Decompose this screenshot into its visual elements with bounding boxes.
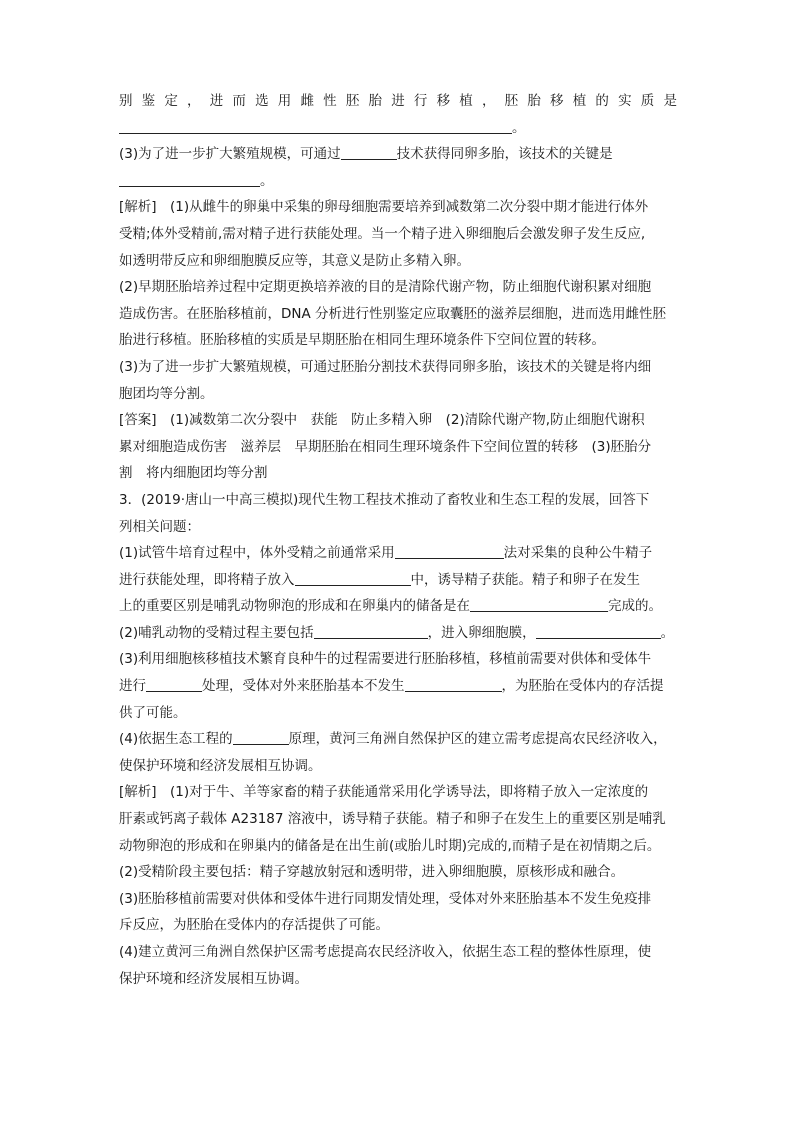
text-line <box>119 783 677 802</box>
text-segment: 3．(2019·唐山一中高三模拟)现代生物工程技术推动了畜牧业和生态工程的发展，回答下 <box>119 491 650 508</box>
text-line <box>119 757 677 776</box>
document-body <box>119 92 677 996</box>
text-line <box>119 943 677 962</box>
text-line <box>119 890 677 909</box>
text-line <box>119 571 677 590</box>
text-segment: (3)胚胎移植前需要对供体和受体牛进行同期发情处理，受体对外来胚胎基本不发生免疫排 <box>119 890 652 907</box>
text-line <box>119 119 677 138</box>
text-line <box>119 438 677 457</box>
text-segment: 供了可能。 <box>119 704 187 721</box>
text-segment: (4)建立黄河三角洲自然保护区需考虑提高农民经济收入，依据生态工程的整体性原理，使 <box>119 944 652 960</box>
answer-blank <box>119 119 512 134</box>
text-segment: [解析] (1)对于牛、羊等家畜的精子获能通常采用化学诱导法，即将精子放入一定浓度的 <box>119 784 649 801</box>
text-segment: [解析] (1)从雌牛的卵巢中采集的卵母细胞需要培养到减数第二次分裂中期才能进行体外 <box>119 199 649 216</box>
text-line <box>119 597 677 616</box>
text-segment: [答案] (1)减数第二次分裂中 获能 防止多精入卵 (2)清除代谢产物,防止细胞代谢积 <box>119 412 645 429</box>
text-segment: 进行 <box>119 678 146 695</box>
answer-blank <box>146 677 202 692</box>
answer-blank <box>536 624 661 639</box>
text-line <box>119 198 677 217</box>
text-segment: 处理，受体对外来胚胎基本不发生 <box>202 678 405 695</box>
text-segment: 别鉴定，进而选用雌性胚胎进行移植，胚胎移植的实质是 <box>119 93 677 109</box>
text-segment: (3)为了进一步扩大繁殖规模，可通过 <box>119 146 341 163</box>
text-segment: 。 <box>512 119 526 136</box>
text-segment: 如透明带反应和卵细胞膜反应等，其意义是防止多精入卵。 <box>119 252 470 269</box>
text-line <box>119 225 677 244</box>
text-line <box>119 837 677 856</box>
text-line <box>119 491 677 510</box>
text-segment: 法对采集的良种公牛精子 <box>503 545 653 562</box>
text-line <box>119 385 677 404</box>
answer-blank <box>233 730 289 745</box>
text-segment: 。 <box>660 624 675 641</box>
text-segment: (2)受精阶段主要包括：精子穿越放射冠和透明带，进入卵细胞膜，原核形成和融合。 <box>119 864 625 881</box>
text-line <box>119 252 677 271</box>
text-line <box>119 145 677 164</box>
text-segment: 保护环境和经济发展相互协调。 <box>119 970 308 987</box>
text-line <box>119 704 677 723</box>
text-segment: 列相关问题： <box>119 518 200 535</box>
text-segment: (3)利用细胞核移植技术繁育良种牛的过程需要进行胚胎移植，移植前需要对供体和受体牛 <box>119 651 652 668</box>
text-segment: 肝素或钙离子载体 A23187 溶液中，诱导精子获能。精子和卵子在发生上的重要区别是哺乳 <box>119 811 666 828</box>
text-line <box>119 411 677 430</box>
text-segment: 使保护环境和经济发展相互协调。 <box>119 757 322 774</box>
text-line <box>119 677 677 696</box>
answer-blank <box>395 544 504 559</box>
text-line <box>119 278 677 297</box>
answer-blank <box>405 677 502 692</box>
text-segment: (3)为了进一步扩大繁殖规模，可通过胚胎分割技术获得同卵多胎，该技术的关键是将内细 <box>119 358 652 375</box>
text-line <box>119 863 677 882</box>
text-line <box>119 624 677 643</box>
text-segment: ，进入卵细胞膜， <box>427 624 536 641</box>
text-line <box>119 810 677 829</box>
text-line <box>119 730 677 749</box>
text-segment: 原理，黄河三角洲自然保护区的建立需考虑提高农民经济收入， <box>288 731 667 748</box>
text-segment: 动物卵泡的形成和在卵巢内的储备是在出生前(或胎儿时期)完成的,而精子是在初情期之后。 <box>119 837 661 854</box>
text-segment: 累对细胞造成伤害 滋养层 早期胚胎在相同生理环境条件下空间位置的转移 (3)胚胎分 <box>119 438 652 455</box>
text-segment: 中，诱导精子获能。精子和卵子在发生 <box>410 571 640 588</box>
answer-blank <box>341 145 397 160</box>
text-segment: 技术获得同卵多胎，该技术的关键是 <box>396 146 613 163</box>
text-line <box>119 544 677 563</box>
text-line <box>119 970 677 989</box>
text-segment: ，为胚胎在受体内的存活提 <box>501 678 664 695</box>
text-segment: 造成伤害。在胚胎移植前，DNA 分析进行性别鉴定应取囊胚的滋养层细胞，进而选用雌性胚 <box>119 305 667 322</box>
text-segment: (4)依据生态工程的 <box>119 731 233 748</box>
text-line <box>119 464 677 483</box>
text-segment: (1)试管牛培育过程中，体外受精之前通常采用 <box>119 545 395 562</box>
text-segment: 进行获能处理，即将精子放入 <box>119 571 295 588</box>
text-line <box>119 92 677 111</box>
text-line <box>119 650 677 669</box>
answer-blank <box>314 624 428 639</box>
answer-blank <box>119 172 260 187</box>
text-line <box>119 358 677 377</box>
text-segment: (2)哺乳动物的受精过程主要包括 <box>119 624 314 641</box>
text-segment: 割 将内细胞团均等分割 <box>119 465 268 482</box>
text-segment: (2)早期胚胎培养过程中定期更换培养液的目的是清除代谢产物，防止细胞代谢积累对细胞 <box>119 279 652 296</box>
text-segment: 受精;体外受精前,需对精子进行获能处理。当一个精子进入卵细胞后会激发卵子发生反应, <box>119 225 646 242</box>
text-segment: 。 <box>260 172 274 189</box>
text-segment: 上的重要区别是哺乳动物卵泡的形成和在卵巢内的储备是在 <box>119 598 470 615</box>
answer-blank <box>470 597 608 612</box>
text-line <box>119 172 677 191</box>
answer-blank <box>295 571 411 586</box>
text-segment: 完成的。 <box>608 598 662 615</box>
text-line <box>119 916 677 935</box>
text-segment: 斥反应，为胚胎在受体内的存活提供了可能。 <box>119 917 389 934</box>
text-line <box>119 518 677 537</box>
text-segment: 胞团均等分割。 <box>119 385 214 402</box>
text-segment: 胎进行移植。胚胎移植的实质是早期胚胎在相同生理环境条件下空间位置的转移。 <box>119 332 605 349</box>
text-line <box>119 305 677 324</box>
text-line <box>119 331 677 350</box>
